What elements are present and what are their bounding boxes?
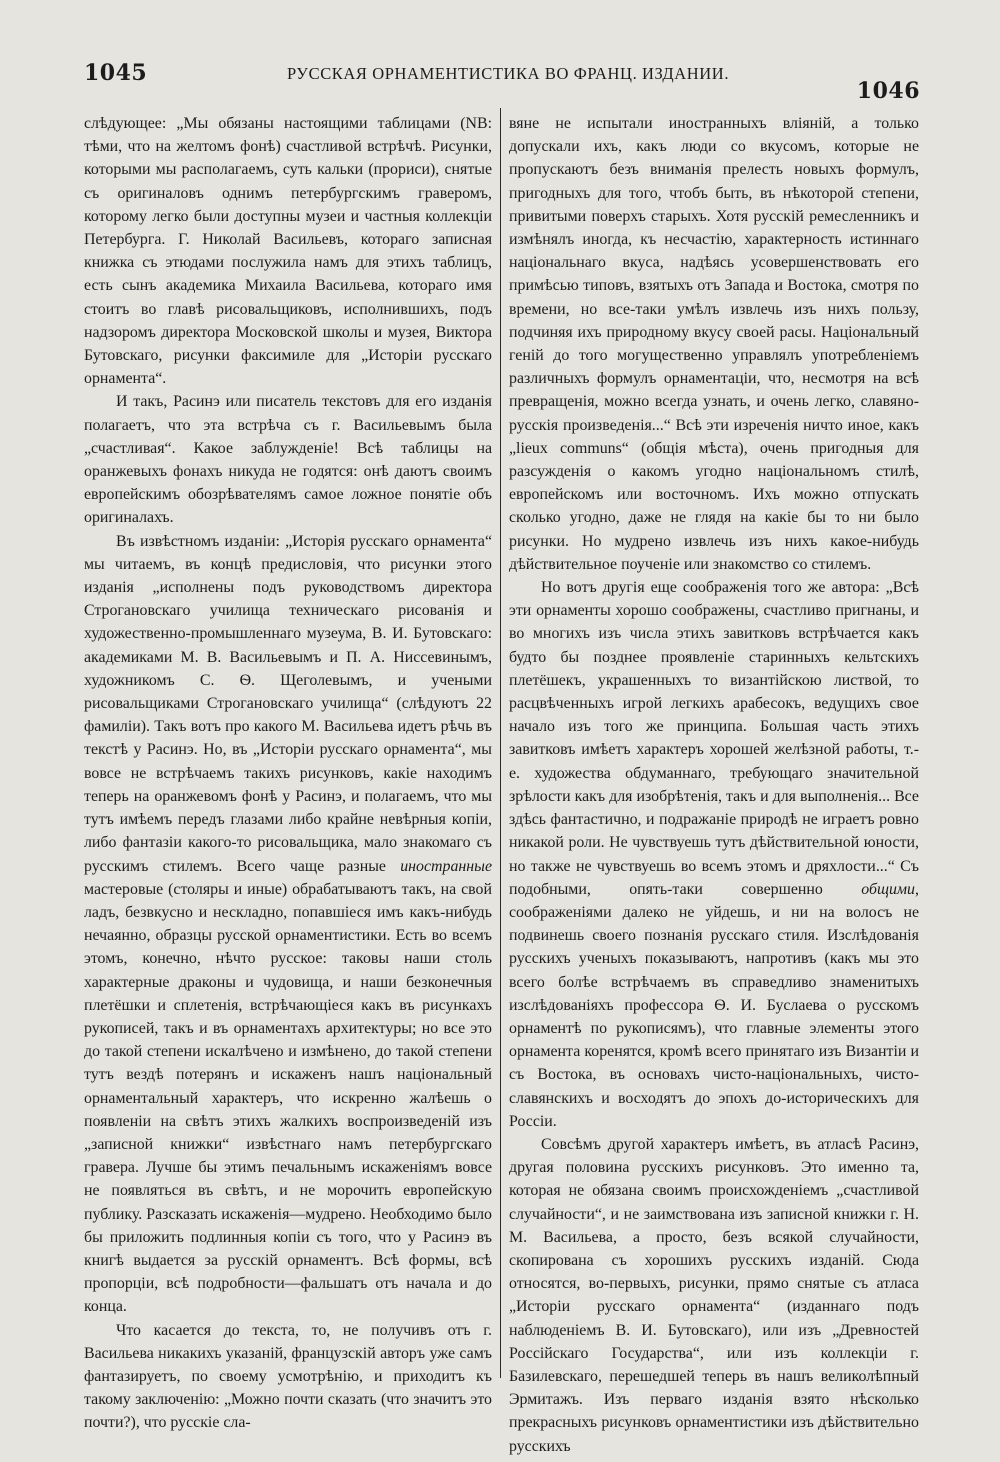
italic-text: иностранные — [400, 857, 492, 875]
paragraph — [84, 530, 492, 1319]
right-column — [509, 112, 919, 1455]
italic-text: общими — [861, 880, 916, 898]
paragraph: Совсѣмъ другой характеръ имѣетъ, въ атласѣ Расинэ, другая половина русскихъ рисунковъ. Это именно та, которая не обязана своимъ происхожденіемъ „счастливой случайности“, и не заимствована изъ записной книжки г. Н. М. Васильева, а просто, безъ всякой случайности, скопирована съ хорошихъ русскихъ изданій. Сюда относятся, во-первыхъ, рисунки, прямо снятые съ атласа „Исторіи русскаго орнамента“ (изданнаго подъ наблюденіемъ В. И. Бутовскаго), или изъ „Древностей Россійскаго Государства“, или изъ коллекціи г. Базилевскаго, перешедшей теперь въ нашъ великолѣпный Эрмитажъ. Изъ перваго изданія взято нѣсколько прекрасныхъ рисунковъ орнаментистики изъ дѣйствительно русскихъ — [509, 1135, 919, 1455]
paragraph: слѣдующее: „Мы обязаны настоящими таблицами (NB: тѣми, что на желтомъ фонѣ) счастливой встрѣчѣ. Рисунки, которыми мы располагаемъ, суть кальки (прориси), снятые съ оригиналовъ однимъ петербургскимъ граверомъ, которому легко были доступны музеи и частныя коллекціи Петербурга. Г. Николай Васильевъ, котораго записная книжка съ этюдами послужила намъ для этихъ таблицъ, есть сынъ академика Михаила Васильева, котораго имя стоитъ во главѣ рисовальщиковъ, исполнившихъ, подъ надзоромъ директора Московской школы и музея, Виктора Бутовскаго, рисунки факсимиле для „Исторіи русскаго орнамента“. — [84, 115, 492, 388]
paragraph: Что касается до текста, то, не получивъ отъ г. Васильева никакихъ указаній, французскій авторъ уже самъ фантазируетъ, по своему усмотрѣнію, и приходитъ къ такому заключенію: „Можно почти сказать (что значитъ это почти?), что русскіе сла- — [84, 1321, 492, 1432]
text-run: Но вотъ другія еще соображенія того же автора: „Всѣ эти орнаменты хорошо соображены, счастливо пригнаны, и во многихъ изъ числа этихъ завитковъ встрѣчается какъ будто бы позднее проявленіе старинныхъ кельтскихъ плетёшекъ, украшенныхъ то византійскою листвой, то расцвѣченныхъ игрой легкихъ арабесокъ, ведущихъ свое начало изъ того же принципа. Большая часть этихъ завитковъ имѣетъ характеръ хорошей желѣзной работы, т.-е. художества обдуманнаго, требующаго значительной зрѣлости какъ для изобрѣтенія, такъ и для выполненія... Все здѣсь фантастично, и подражаніе природѣ не играетъ ровно никакой роли. Не чувствуешь тутъ дѣйствительной юности, но также не чувствуешь во всемъ этомъ и дряхлости...“ Съ подобными, опять-таки совершенно — [509, 579, 919, 898]
column-divider — [500, 108, 501, 1378]
text-run: Въ извѣстномъ изданіи: „Исторія русскаго орнамента“ мы читаемъ, въ концѣ предисловія, что рисунки этого изданія „исполнены подъ руководствомъ директора Строгановскаго училища техническаго рисованія и художественно-промышленнаго музеума, В. И. Бутовскаго: академиками М. В. Васильевымъ и П. А. Ниссевинымъ, художникомъ С. Ѳ. Щеголевымъ, и учеными рисовальщиками Строгановскаго училища“ (слѣдуютъ 22 фамиліи). Такъ вотъ про какого М. Васильева идетъ рѣчь въ текстѣ у Расинэ. Но, въ „Исторіи русскаго орнамента“, мы вовсе не встрѣчаемъ такихъ рисунковъ, какіе находимъ теперь на оранжевомъ фонѣ у Расинэ, и полагаемъ, что мы тутъ имѣемъ передъ глазами либо крайне невѣрныя копіи, либо фантазіи какого-то рисовальщика, мало знакомаго съ русскимъ стилемъ. Всего чаще разные — [84, 532, 492, 875]
paragraph: вяне не испытали иностранныхъ вліяній, а только допускали ихъ, какъ люди со вкусомъ, которые не пропускаютъ безъ вниманія прелесть новыхъ формулъ, пригодныхъ для того, чтобъ быть, въ нѣкоторой степени, привитыми поверхъ старыхъ. Хотя русскій ремесленникъ и измѣнялъ иногда, къ несчастію, характерность истиннаго національнаго вкуса, надѣясь усовершенствовать его примѣсью типовъ, взятыхъ отъ Запада и Востока, смотря по времени, но все-таки умѣлъ извлечь изъ нихъ пользу, подчиняя ихъ природному вкусу своей расы. Національный геній до того могущественно управлялъ употребленіемъ различныхъ формулъ орнаментаціи, что, несмотря на всѣ превращенія, можно всегда узнать, и очень легко, славяно-русскія произведенія...“ Всѣ эти изреченія ничто иное, какъ „lieux communs“ (общія мѣста), очень пригодныя для разсужденія о какомъ угодно національномъ стилѣ, европейскомъ или восточномъ. Ихъ можно отпускать сколько угодно, даже не глядя на какіе бы то ни было рисунки. Но мудрено извлечь изъ нихъ какое-нибудь дѣйствительное поученіе или знакомство со стилемъ. — [509, 115, 919, 573]
page-number-right: 1046 — [856, 78, 920, 104]
page-number-left: 1045 — [84, 60, 148, 86]
text-run: , соображеніями далеко не уйдешь, и ни на волосъ не подвинешь своего познанія русскаго стиля. Изслѣдованія русскихъ ученыхъ показываютъ, напротивъ (какъ мы это всего болѣе встрѣчаемъ въ справедливо знаменитыхъ изслѣдованіяхъ профессора Ѳ. И. Буслаева о русскомъ орнаментѣ по рукописямъ), что главные элементы этого орнамента коренятся, кромѣ всего принятаго изъ Византіи и съ Востока, въ основахъ чисто-національныхъ, чисто-славянскихъ и восходятъ до эпохъ до-историческихъ для Россіи. — [509, 880, 919, 1130]
paragraph: И такъ, Расинэ или писатель текстовъ для его изданія полагаетъ, что эта встрѣча съ г. Васильевымъ была „счастливая“. Какое заблужденіе! Всѣ таблицы на оранжевыхъ фонахъ никуда не годятся: онѣ даютъ своимъ европейскимъ обозрѣвателямъ самое ложное понятіе объ оригиналахъ. — [84, 393, 492, 527]
running-header-title: РУССКАЯ ОРНАМЕНТИСТИКА ВО ФРАНЦ. ИЗДАНИИ. — [286, 64, 730, 83]
left-column — [84, 112, 492, 1432]
text-run: мастеровые (столяры и иные) обрабатываютъ такъ, на свой ладъ, безвкусно и нескладно, попавшіеся имъ какъ-нибудь нечаянно, образцы русской орнаментистики. Есть во всемъ этомъ, конечно, нѣчто русское: таковы наши столь характерные драконы и чудовища, и наши безконечныя плетёшки и сплетенія, встрѣчающіеся какъ въ рисункахъ рукописей, такъ и въ орнаментахъ архитектуры; но все это до такой степени искалѣчено и измѣнено, до такой степени тутъ вездѣ потерянъ и искаженъ нашъ національный орнаментальный характеръ, что искренно жалѣешь о появленіи на свѣтъ этихъ жалкихъ воспроизведеній изъ „записной книжки“ извѣстнаго намъ петербургскаго гравера. Лучше бы этимъ печальнымъ искаженіямъ вовсе не появляться въ свѣтъ, и не морочить европейскую публику. Разсказать искаженія—мудрено. Необходимо было бы приложить подлинныя копіи съ того, что у Расинэ въ книгѣ выдается за русскій орнаментъ. Всѣ формы, всѣ пропорціи, всѣ подробности—фальшатъ отъ начала и до конца. — [84, 880, 492, 1316]
paragraph — [509, 576, 919, 1133]
